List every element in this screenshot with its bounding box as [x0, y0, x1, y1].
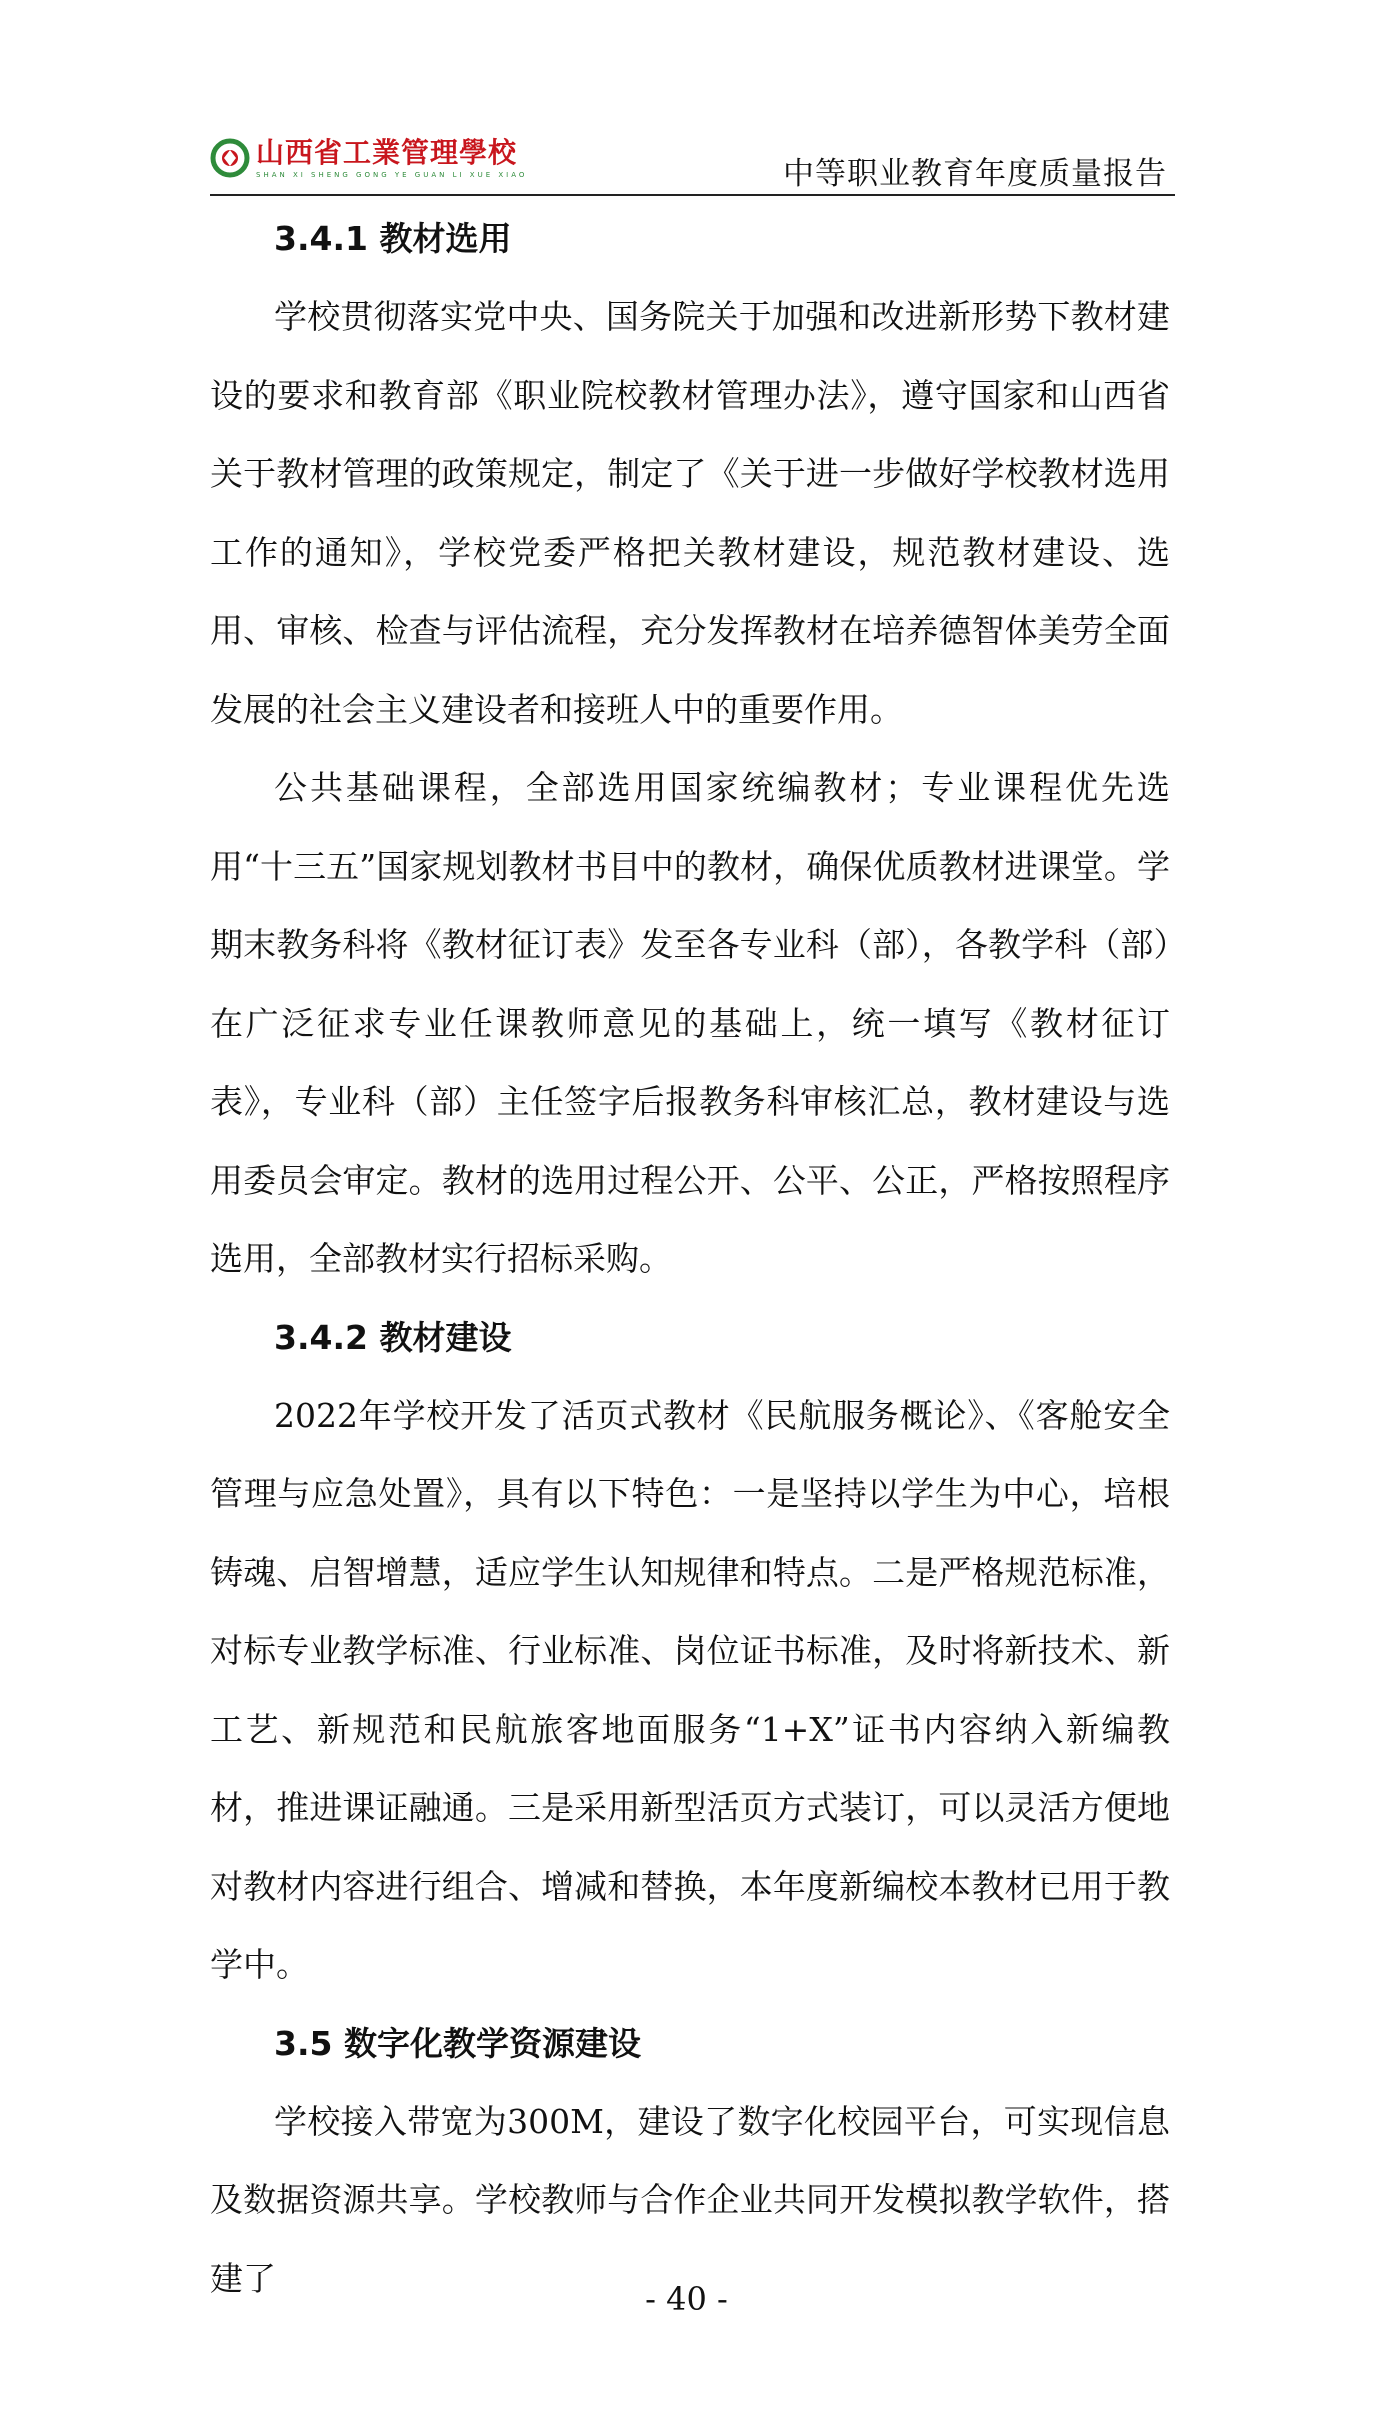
report-title: 中等职业教育年度质量报告 — [783, 156, 1167, 192]
school-emblem-icon — [210, 138, 250, 178]
school-logo — [210, 134, 527, 182]
logo-pinyin: SHAN XI SHENG GONG YE GUAN LI XUE XIAO — [256, 171, 528, 179]
section-heading-3-5: 3.5 数字化教学资源建设 — [274, 2023, 641, 2063]
header-divider — [210, 194, 1175, 196]
section-heading-3-4-2: 3.4.2 教材建设 — [274, 1317, 512, 1357]
page-header — [210, 128, 1175, 194]
logo-text: 山西省工業管理學校 — [256, 136, 518, 169]
paragraph: 2022年学校开发了活页式教材《民航服务概论》、《客舱安全管理与应急处置》，具有以下特色：一是坚持以学生为中心，培根铸魂、启智增慧，适应学生认知规律和特点。二是严格规范标准，对标专业教学标准、行业标准、岗位证书标准，及时将新技术、新工艺、新规范和民航旅客地面服务“1+X”证书内容纳入新编教材，推进课证融通。三是采用新型活页方式装订，可以灵活方便地对教材内容进行组合、增减和替换，本年度新编校本教材已用于教学中。 — [210, 1395, 1170, 1984]
paragraph: 学校接入带宽为300M，建设了数字化校园平台，可实现信息及数据资源共享。学校教师与合作企业共同开发模拟教学软件，搭建了 — [210, 2101, 1170, 2298]
paragraph: 学校贯彻落实党中央、国务院关于加强和改进新形势下教材建设的要求和教育部《职业院校教材管理办法》，遵守国家和山西省关于教材管理的政策规定，制定了《关于进一步做好学校教材选用工作的通知》，学校党委严格把关教材建设，规范教材建设、选用、审核、检查与评估流程，充分发挥教材在培养德智体美劳全面发展的社会主义建设者和接班人中的重要作用。 — [210, 297, 1170, 729]
page-number: - 40 - — [645, 2280, 728, 2318]
paragraph: 公共基础课程，全部选用国家统编教材；专业课程优先选用“十三五”国家规划教材书目中的教材，确保优质教材进课堂。学期末教务科将《教材征订表》发至各专业科（部），各教学科（部）在广泛征求专业任课教师意见的基础上，统一填写《教材征订表》，专业科（部）主任签字后报教务科审核汇总，教材建设与选用委员会审定。教材的选用过程公开、公平、公正，严格按照程序选用，全部教材实行招标采购。 — [210, 768, 1170, 1278]
section-heading-3-4-1: 3.4.1 教材选用 — [274, 219, 512, 258]
page-body — [210, 200, 1170, 2318]
